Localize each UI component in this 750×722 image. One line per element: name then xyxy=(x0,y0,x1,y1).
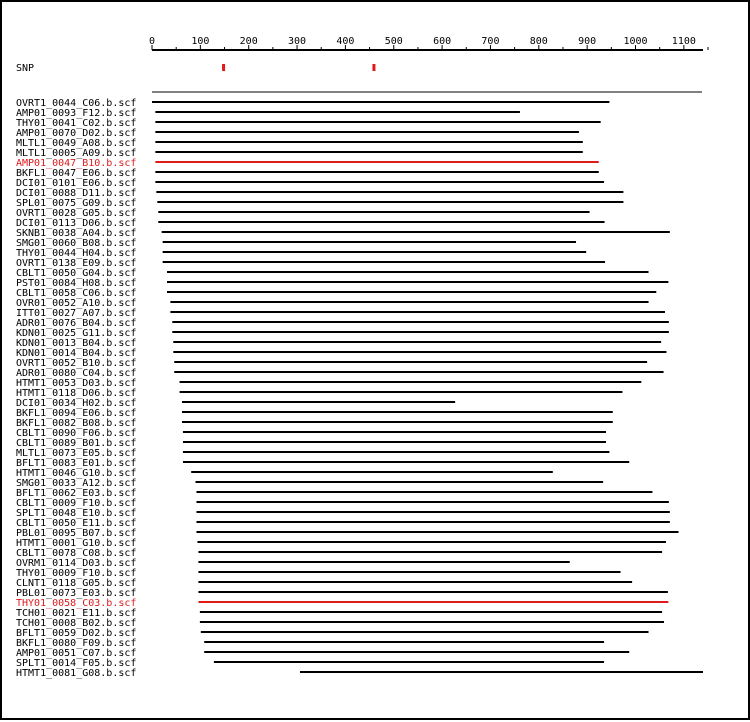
position-axis xyxy=(149,36,708,50)
axis-tick-label: 800 xyxy=(529,36,548,47)
read-name[interactable]: OVR01_0052_A10.b.scf xyxy=(16,298,137,309)
read-name[interactable]: DCI01_0101_E06.b.scf xyxy=(16,178,137,189)
read-name[interactable]: CBLT1_0050_E11.b.scf xyxy=(16,518,137,529)
read-name[interactable]: BKFL1_0082_B08.b.scf xyxy=(16,418,137,429)
read-name[interactable]: SPLT1_0048_E10.b.scf xyxy=(16,508,137,519)
axis-tick-label: 0 xyxy=(148,36,156,47)
read-name[interactable]: TCH01_0008_B02.b.scf xyxy=(16,618,137,629)
read-name[interactable]: CBLT1_0009_F10.b.scf xyxy=(16,498,137,509)
read-name[interactable]: OVRT1_0052_B10.b.scf xyxy=(16,358,137,369)
axis-tick-label: 1100 xyxy=(671,36,696,47)
axis-tick-label: 200 xyxy=(239,36,258,47)
read-name[interactable]: DCI01_0034_H02.b.scf xyxy=(16,398,137,409)
read-name[interactable]: SMG01_0033_A12.b.scf xyxy=(16,478,137,489)
read-name[interactable]: KDN01_0013_B04.b.scf xyxy=(16,338,137,349)
axis-tick-label: 100 xyxy=(191,36,210,47)
read-name[interactable]: AMP01_0047_B10.b.scf xyxy=(16,158,137,169)
read-name[interactable]: ADR01_0080_C04.b.scf xyxy=(16,368,137,379)
read-name[interactable]: AMP01_0051_C07.b.scf xyxy=(16,648,137,659)
read-name[interactable]: PBL01_0073_E03.b.scf xyxy=(16,588,137,599)
snp-track-label: SNP xyxy=(16,63,35,74)
read-name[interactable]: HTMT1_0046_G10.b.scf xyxy=(16,468,137,479)
read-name[interactable]: ITT01_0027_A07.b.scf xyxy=(16,308,137,319)
read-name[interactable]: SPLT1_0014_F05.b.scf xyxy=(16,658,137,669)
axis-tick-label: 1000 xyxy=(623,36,648,47)
read-name[interactable]: THY01_0009_F10.b.scf xyxy=(16,568,137,579)
read-name[interactable]: DCI01_0113_D06.b.scf xyxy=(16,218,137,229)
read-name[interactable]: AMP01_0070_D02.b.scf xyxy=(16,128,137,139)
read-list xyxy=(16,98,703,679)
read-name[interactable]: BKFL1_0047_E06.b.scf xyxy=(16,168,137,179)
read-name[interactable]: MLTL1_0073_E05.b.scf xyxy=(16,448,137,459)
read-name[interactable]: THY01_0058_C03.b.scf xyxy=(16,598,137,609)
read-name[interactable]: BFLT1_0083_E01.b.scf xyxy=(16,458,137,469)
read-name[interactable]: AMP01_0093_F12.b.scf xyxy=(16,108,137,119)
read-name[interactable]: HTMT1_0053_D03.b.scf xyxy=(16,378,137,389)
axis-tick-label: 300 xyxy=(288,36,307,47)
read-name[interactable]: CBLT1_0050_G04.b.scf xyxy=(16,268,137,279)
read-name[interactable]: HTMT1_0001_G10.b.scf xyxy=(16,538,137,549)
read-name[interactable]: SKNB1_0038_A04.b.scf xyxy=(16,228,137,239)
read-name[interactable]: KDN01_0025_G11.b.scf xyxy=(16,328,137,339)
read-name[interactable]: PBL01_0095_B07.b.scf xyxy=(16,528,137,539)
read-name[interactable]: BFLT1_0062_E03.b.scf xyxy=(16,488,137,499)
read-name[interactable]: HTMT1_0081_G08.b.scf xyxy=(16,668,137,679)
read-name[interactable]: CLNT1_0118_G05.b.scf xyxy=(16,578,137,589)
read-name[interactable]: THY01_0041_C02.b.scf xyxy=(16,118,137,129)
read-name[interactable]: CBLT1_0089_B01.b.scf xyxy=(16,438,137,449)
axis-tick-label: 500 xyxy=(384,36,403,47)
axis-tick-label: 600 xyxy=(433,36,452,47)
read-name[interactable]: BKFL1_0094_E06.b.scf xyxy=(16,408,137,419)
read-name[interactable]: TCH01_0021_E11.b.scf xyxy=(16,608,137,619)
read-name[interactable]: SPL01_0075_G09.b.scf xyxy=(16,198,137,209)
read-name[interactable]: OVRT1_0044_C06.b.scf xyxy=(16,98,137,109)
read-name[interactable]: MLTL1_0049_A08.b.scf xyxy=(16,138,137,149)
snp-marker[interactable] xyxy=(372,64,375,71)
alignment-viewer xyxy=(2,2,750,722)
read-name[interactable]: THY01_0044_H04.b.scf xyxy=(16,248,137,259)
read-name[interactable]: BFLT1_0059_D02.b.scf xyxy=(16,628,137,639)
snp-track xyxy=(16,63,375,74)
read-name[interactable]: CBLT1_0078_C08.b.scf xyxy=(16,548,137,559)
read-name[interactable]: CBLT1_0090_F06.b.scf xyxy=(16,428,137,439)
read-name[interactable]: OVRM1_0114_D03.b.scf xyxy=(16,558,137,569)
read-name[interactable]: DCI01_0088_D11.b.scf xyxy=(16,188,137,199)
axis-tick-label: 900 xyxy=(578,36,597,47)
read-name[interactable]: PST01_0084_H08.b.scf xyxy=(16,278,137,289)
axis-tick-label: 400 xyxy=(336,36,355,47)
snp-marker[interactable] xyxy=(222,64,225,71)
read-name[interactable]: CBLT1_0058_C06.b.scf xyxy=(16,288,137,299)
read-name[interactable]: KDN01_0014_B04.b.scf xyxy=(16,348,137,359)
read-name[interactable]: ADR01_0076_B04.b.scf xyxy=(16,318,137,329)
read-name[interactable]: BKFL1_0080_F09.b.scf xyxy=(16,638,137,649)
read-name[interactable]: HTMT1_0118_D06.b.scf xyxy=(16,388,137,399)
read-name[interactable]: SMG01_0060_B08.b.scf xyxy=(16,238,137,249)
axis-tick-label: 700 xyxy=(481,36,500,47)
read-name[interactable]: OVRT1_0028_G05.b.scf xyxy=(16,208,137,219)
read-name[interactable]: MLTL1_0005_A09.b.scf xyxy=(16,148,137,159)
read-name[interactable]: OVRT1_0138_E09.b.scf xyxy=(16,258,137,269)
